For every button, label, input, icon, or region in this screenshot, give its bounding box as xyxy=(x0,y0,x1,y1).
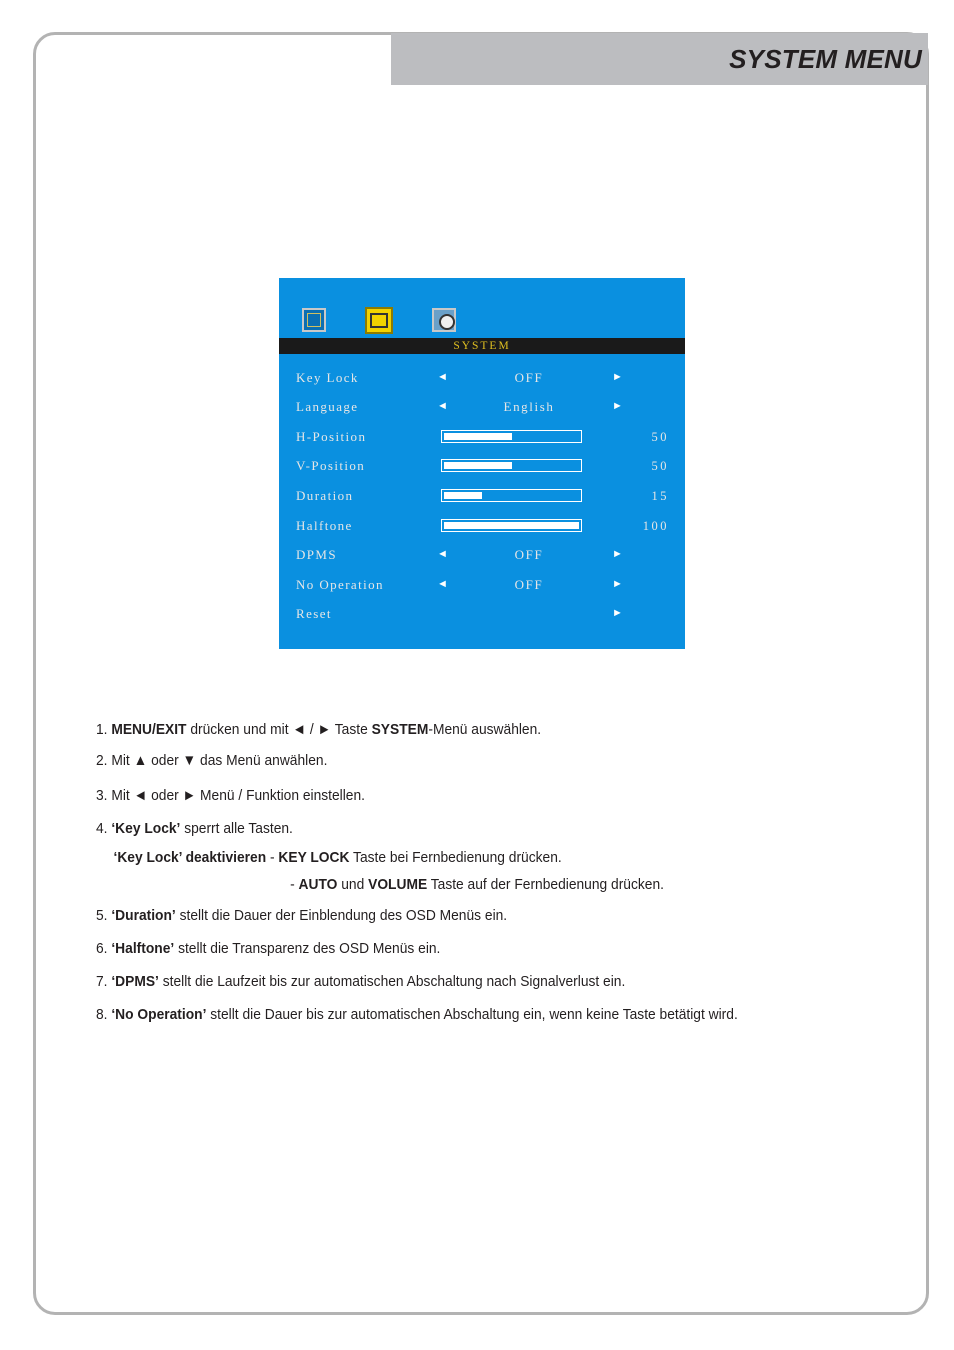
osd-row-value: OFF xyxy=(514,370,544,385)
right-arrow-icon[interactable]: ► xyxy=(612,371,623,383)
osd-screen xyxy=(279,278,685,649)
osd-row-reset[interactable] xyxy=(279,606,685,626)
osd-slider-value: 50 xyxy=(651,459,669,473)
osd-row-label: Language xyxy=(296,399,359,414)
step-4-note-a: ‘Key Lock’ deaktivieren - KEY LOCK Taste bei Fernbedienung drücken. xyxy=(113,849,562,866)
left-arrow-icon[interactable]: ◄ xyxy=(437,400,448,412)
osd-row-value: OFF xyxy=(514,577,544,592)
osd-slider-track[interactable] xyxy=(441,459,582,472)
right-arrow-icon[interactable]: ► xyxy=(612,607,623,619)
osd-slider-track[interactable] xyxy=(441,489,582,502)
left-arrow-icon[interactable]: ◄ xyxy=(437,548,448,560)
left-arrow-icon[interactable]: ◄ xyxy=(437,371,448,383)
step-2: 2. Mit ▲ oder ▼ das Menü anwählen. xyxy=(96,752,328,769)
osd-slider-track[interactable] xyxy=(441,430,582,443)
page-frame xyxy=(33,32,929,1315)
step-7: 7. ‘DPMS’ stellt die Laufzeit bis zur automatischen Abschaltung nach Signalverlust ein. xyxy=(96,973,626,990)
osd-row-dpms[interactable] xyxy=(279,547,685,567)
osd-row-halftone[interactable] xyxy=(279,518,685,538)
osd-row-language[interactable] xyxy=(279,399,685,419)
osd-slider-value: 100 xyxy=(642,519,669,533)
osd-row-label: Key Lock xyxy=(296,370,359,385)
up-arrow-icon: ▲ xyxy=(133,752,148,769)
osd-row-label: Halftone xyxy=(296,518,353,533)
osd-row-label: No Operation xyxy=(296,577,384,592)
osd-row-label: Duration xyxy=(296,488,354,503)
osd-slider-fill xyxy=(444,462,512,469)
osd-row-value: OFF xyxy=(514,547,544,562)
osd-row-h-position[interactable] xyxy=(279,429,685,449)
osd-slider-track[interactable] xyxy=(441,519,582,532)
step-5: 5. ‘Duration’ stellt die Dauer der Einblendung des OSD Menüs ein. xyxy=(96,907,508,924)
osd-row-v-position[interactable] xyxy=(279,458,685,478)
left-arrow-icon: ◄ xyxy=(133,787,148,804)
osd-slider-fill xyxy=(444,492,482,499)
right-arrow-icon[interactable]: ► xyxy=(612,400,623,412)
clock-tab-icon[interactable] xyxy=(432,308,456,332)
step-4-note-b: - AUTO und VOLUME Taste auf der Fernbedienung drücken. xyxy=(290,876,664,893)
right-arrow-icon[interactable]: ► xyxy=(612,548,623,560)
step-1: 1. MENU/EXIT drücken und mit ◄ / ► Taste SYSTEM-Menü auswählen. xyxy=(96,721,542,738)
osd-row-duration[interactable] xyxy=(279,488,685,508)
down-arrow-icon: ▼ xyxy=(182,752,197,769)
left-right-arrow-icon: ◄ / ► xyxy=(292,721,332,738)
step-6: 6. ‘Halftone’ stellt die Transparenz des OSD Menüs ein. xyxy=(96,940,441,957)
step-4: 4. ‘Key Lock’ sperrt alle Tasten. xyxy=(96,820,293,837)
right-arrow-icon[interactable]: ► xyxy=(612,578,623,590)
step-8: 8. ‘No Operation’ stellt die Dauer bis zur automatischen Abschaltung ein, wenn keine Taste betätigt wird. xyxy=(96,1006,738,1023)
osd-tab-strip xyxy=(279,278,685,338)
osd-row-label: DPMS xyxy=(296,547,338,562)
osd-slider-value: 15 xyxy=(651,489,669,503)
osd-row-label: H-Position xyxy=(296,429,367,444)
page-title: SYSTEM MENU xyxy=(729,44,922,74)
osd-slider-fill xyxy=(444,522,579,529)
left-arrow-icon[interactable]: ◄ xyxy=(437,578,448,590)
osd-row-label: Reset xyxy=(296,606,332,621)
osd-row-value: English xyxy=(503,399,555,414)
osd-row-key-lock[interactable] xyxy=(279,370,685,390)
pc-tab-icon[interactable] xyxy=(302,308,326,332)
osd-slider-value: 50 xyxy=(651,430,669,444)
osd-row-no-operation[interactable] xyxy=(279,577,685,597)
right-arrow-icon: ► xyxy=(182,787,197,804)
osd-row-label: V-Position xyxy=(296,458,366,473)
osd-section-label: SYSTEM xyxy=(279,338,685,354)
osd-slider-fill xyxy=(444,433,512,440)
system-tab-icon[interactable] xyxy=(365,307,393,334)
step-3: 3. Mit ◄ oder ► Menü / Funktion einstellen. xyxy=(96,787,365,804)
